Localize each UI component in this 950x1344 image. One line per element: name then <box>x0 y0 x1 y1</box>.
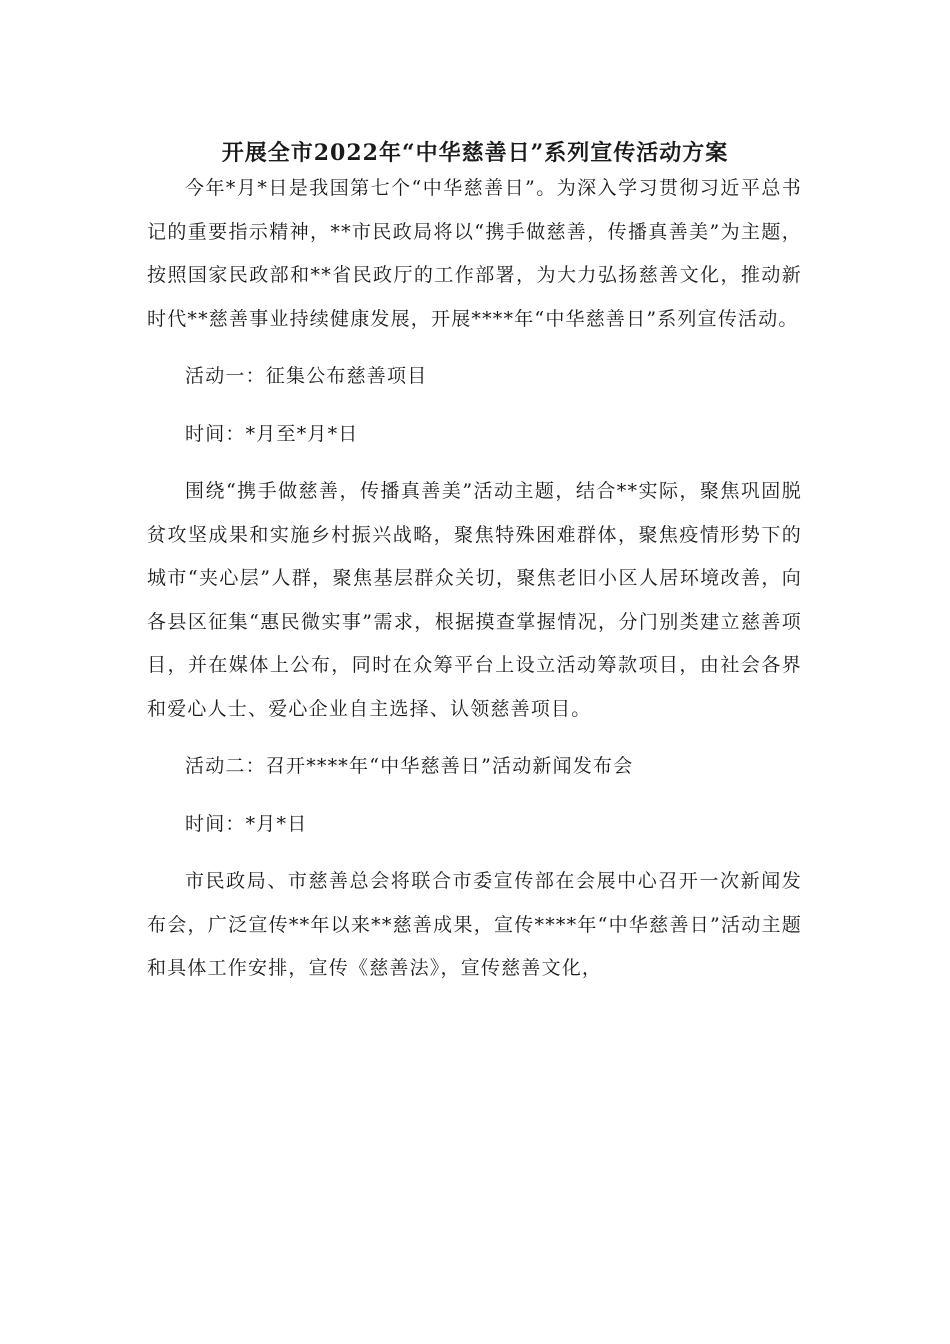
activity-2-description: 市民政局、市慈善总会将联合市委宣传部在会展中心召开一次新闻发布会，广泛宣传**年以来**慈善成果，宣传****年“中华慈善日”活动主题和具体工作安排，宣传《慈善法》，宣传慈善文化， <box>147 870 802 979</box>
document-body <box>147 167 802 991</box>
paragraph-gap <box>147 846 802 860</box>
paragraph-gap <box>147 731 802 745</box>
paragraph-gap <box>147 399 802 413</box>
paragraph-gap <box>147 789 802 803</box>
activity-1-time: 时间：*月至*月*日 <box>185 422 359 445</box>
intro-paragraph: 今年*月*日是我国第七个“中华慈善日”。为深入学习贯彻习近平总书记的重要指示精神，**市民政局将以“携手做慈善，传播真善美”为主题，按照国家民政部和**省民政厅的工作部署，为大力弘扬慈善文化，推动新时代**慈善事业持续健康发展，开展****年“中华慈善日”系列宣传活动。 <box>147 177 802 330</box>
activity-2-time: 时间：*月*日 <box>185 812 308 835</box>
activity-2-heading: 活动二：召开****年“中华慈善日”活动新闻发布会 <box>185 755 634 777</box>
paragraph-gap <box>147 456 802 470</box>
activity-1-description: 围绕“携手做慈善，传播真善美”活动主题，结合**实际，聚焦巩固脱贫攻坚成果和实施乡村振兴战略，聚焦特殊困难群体，聚焦疫情形势下的城市“夹心层”人群，聚焦基层群众关切，聚焦老旧小区人居环境改善，向各县区征集“惠民微实事”需求，根据摸查掌握情况，分门别类建立慈善项目，并在媒体上公布，同时在众筹平台上设立活动筹款项目，由社会各界和爱心人士、爱心企业自主选择、认领慈善项目。 <box>147 480 802 720</box>
paragraph-gap <box>147 341 802 355</box>
activity-1-heading: 活动一：征集公布慈善项目 <box>185 365 428 387</box>
document-title: 开展全市2022年“中华慈善日”系列宣传活动方案 <box>221 140 729 166</box>
